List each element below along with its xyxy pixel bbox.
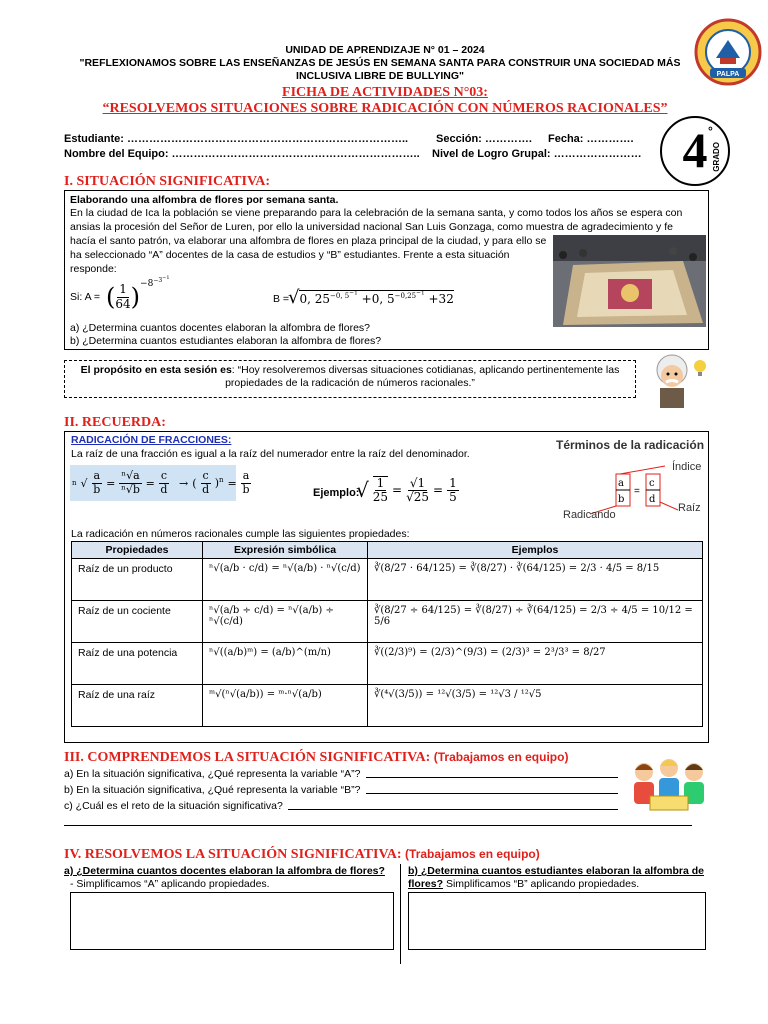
- svg-text:d: d: [649, 494, 656, 505]
- question-a-s4: a) ¿Determina cuantos docentes elaboran la alfombra de flores?: [64, 865, 385, 877]
- grade-badge: 4 ° GRADO: [660, 116, 730, 186]
- student-field[interactable]: Estudiante: …………………………………………………………………..: [64, 133, 409, 145]
- situation-text-1: En la ciudad de Ica la población se viene preparando para la celebración de la semana santa, y como todos los años se espera con ansias la procesión del Señor de Luren, por ello la universidad nacional San Luis Gonzaga, como muestra de agradecimiento y fe: [70, 207, 683, 233]
- svg-text:PALPA: PALPA: [716, 71, 740, 78]
- formula-b: √0, $25^{-0, 5^{-1}} +0$, $5^{-0,25^{-1}} +32$: [288, 287, 454, 308]
- a-label: Si: A =: [70, 291, 101, 303]
- row-label-root-of-root: Raíz de una raíz: [72, 685, 203, 727]
- table-row: [72, 685, 703, 727]
- level-field[interactable]: Nivel de Logro Grupal: ……………………: [432, 148, 642, 160]
- term-radicand-label: Radicando: [563, 509, 616, 521]
- svg-text:a: a: [618, 478, 624, 489]
- answer-line-b[interactable]: [366, 793, 618, 794]
- question-a-s3: a) En la situación significativa, ¿Qué representa la variable “A”?: [64, 768, 361, 780]
- recall-text: La raíz de una fracción es igual a la raíz del numerador entre la raíz del denominador.: [71, 448, 470, 460]
- table-header-properties: Propiedades: [72, 542, 203, 559]
- quotient-expression: ⁿ√(a/b ÷ c/d) = ⁿ√(a/b) ÷ ⁿ√(c/d): [203, 601, 368, 643]
- question-b-s3: b) En la situación significativa, ¿Qué representa la variable “B”?: [64, 784, 361, 796]
- root-fraction-formula: n √ $\frac{a}{b}$ = $\frac{\text{ⁿ√a}}{\text{ⁿ√b}}$ = $\frac{c}{d}$ → ( $\frac{c}{d}$ )$^n$ = $\frac{a}{b}$: [70, 465, 236, 501]
- column-divider: [400, 864, 401, 964]
- flower-carpet-photo: [553, 235, 706, 327]
- ficha-title: “RESOLVEMOS SITUACIONES SOBRE RADICACIÓN CON NÚMEROS RACIONALES”: [102, 101, 668, 116]
- section-1-title: I. SITUACIÓN SIGNIFICATIVA:: [64, 174, 271, 189]
- section-4-title: IV. RESOLVEMOS LA SITUACIÓN SIGNIFICATIVA: (Trabajamos en equipo): [64, 847, 540, 862]
- purpose-label: El propósito en esta sesión es: [80, 364, 232, 376]
- table-row: [72, 643, 703, 685]
- root-of-root-example: ∛(⁴√(3/5)) = ¹²√(3/5) = ¹²√3 / ¹²√5: [368, 685, 703, 727]
- b-label: B =: [273, 293, 290, 305]
- properties-table: [71, 541, 703, 727]
- root-of-root-expression: ᵐ√(ⁿ√(a/b)) = ᵐ·ⁿ√(a/b): [203, 685, 368, 727]
- unit-number: UNIDAD DE APRENDIZAJE N° 01 – 2024: [285, 44, 485, 56]
- purpose-box: [64, 360, 636, 398]
- answer-line-a[interactable]: [366, 777, 618, 778]
- question-a-s1: a) ¿Determina cuantos docentes elaboran la alfombra de flores?: [70, 322, 370, 334]
- answer-line-c[interactable]: [288, 809, 618, 810]
- section-3-title: III. COMPRENDEMOS LA SITUACIÓN SIGNIFICATIVA: (Trabajamos en equipo): [64, 750, 569, 765]
- term-root-label: Raíz: [678, 502, 701, 514]
- answer-line-d[interactable]: [64, 825, 692, 826]
- svg-text:c: c: [649, 478, 655, 489]
- situation-text-2: hacía el santo patrón, va elaborar una alfombra de flores en plaza principal de la ciudad, y para ello se ha seleccionado “A” docentes de la casa de estudios y “B” estudiantes. Frente a esta situación responde:: [70, 235, 547, 275]
- product-expression: ⁿ√(a/b · c/d) = ⁿ√(a/b) · ⁿ√(c/d): [203, 559, 368, 601]
- purpose-text: : “Hoy resolveremos diversas situaciones cotidianas, aplicando pertinentemente las propiedades de la radicación de números racionales.”: [225, 364, 620, 389]
- row-label-quotient: Raíz de un cociente: [72, 601, 203, 643]
- product-example: ∛(8/27 · 64/125) = ∛(8/27) · ∛(64/125) = 2/3 · 4/5 = 8/15: [368, 559, 703, 601]
- answer-box-a[interactable]: [70, 892, 394, 950]
- row-label-power: Raíz de una potencia: [72, 643, 203, 685]
- properties-intro: La radicación en números racionales cumple las siguientes propiedades:: [71, 528, 410, 540]
- svg-text:=: =: [634, 486, 640, 497]
- quotient-example: ∛(8/27 ÷ 64/125) = ∛(8/27) ÷ ∛(64/125) = 2/3 ÷ 4/5 = 10/12 = 5/6: [368, 601, 703, 643]
- table-header-examples: Ejemplos: [368, 542, 703, 559]
- einstein-illustration: [644, 352, 708, 408]
- power-example: ∛((2/3)⁹) = (2/3)^(9/3) = (2/3)³ = 2³/3³ = 8/27: [368, 643, 703, 685]
- question-c-s3: c) ¿Cuál es el reto de la situación significativa?: [64, 800, 283, 812]
- date-field[interactable]: Fecha: ………….: [548, 133, 634, 145]
- power-expression: ⁿ√((a/b)ᵐ) = (a/b)^(m/n): [203, 643, 368, 685]
- section-field[interactable]: Sección: ………….: [436, 133, 532, 145]
- unit-title: "REFLEXIONAMOS SOBRE LAS ENSEÑANZAS DE JESÚS EN SEMANA SANTA PARA CONSTRUIR UNA SOCIEDAD MÁS INCLUSIVA LIBRE DE BULLYING": [79, 57, 681, 82]
- school-logo: [694, 18, 762, 86]
- term-index-label: Índice: [672, 461, 702, 473]
- question-b-s4: b) ¿Determina cuantos estudiantes elaboran la alfombra de flores? Simplificamos “B” aplicando propiedades.: [408, 865, 704, 890]
- recall-heading: RADICACIÓN DE FRACCIONES:: [71, 434, 232, 446]
- terms-title: Términos de la radicación: [556, 438, 705, 452]
- section-2-title: II. RECUERDA:: [64, 415, 166, 430]
- team-field[interactable]: Nombre del Equipo: …………………………………………………………..: [64, 148, 420, 160]
- ficha-number: FICHA DE ACTIVIDADES N°03:: [282, 85, 488, 100]
- table-row: [72, 601, 703, 643]
- table-row: [72, 559, 703, 601]
- question-b-s1: b) ¿Determina cuantos estudiantes elaboran la alfombra de flores?: [70, 335, 382, 347]
- answer-box-b[interactable]: [408, 892, 706, 950]
- svg-text:b: b: [618, 494, 625, 505]
- hint-a-s4: - Simplificamos “A” aplicando propiedades.: [70, 878, 270, 890]
- formula-a: ( $\frac{1}{64}$ )$^{-8^{-3^{-1}}}$: [106, 274, 170, 311]
- students-illustration: [626, 756, 712, 814]
- row-label-product: Raíz de un producto: [72, 559, 203, 601]
- example-label: Ejemplo:: [313, 487, 360, 499]
- table-header-symbolic: Expresión simbólica: [203, 542, 368, 559]
- situation-heading: Elaborando una alfombra de flores por semana santa.: [70, 194, 339, 206]
- example-formula: √ $\frac{1}{25}$ = $\frac{√1}{√25}$ = $\frac{1}{5}$: [356, 475, 457, 505]
